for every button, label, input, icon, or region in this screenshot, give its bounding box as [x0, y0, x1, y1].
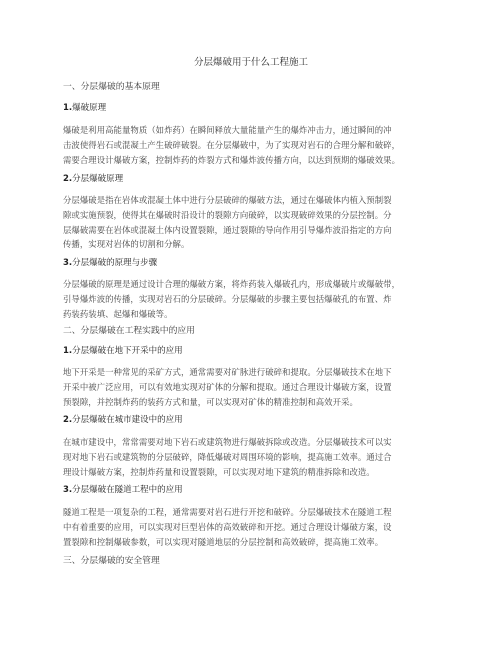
- subsection-title: 分层爆破原理: [72, 174, 124, 184]
- subsection-heading-2-3: [63, 485, 183, 496]
- subsection-title: 分层爆破在隧道工程中的应用: [72, 485, 183, 495]
- paragraph-2-2: [63, 435, 443, 479]
- paragraph-line: 分层爆破是指在岩体或混凝土体中进行分层破碎的爆破方法，通过在爆破体内植入预制裂: [63, 195, 392, 205]
- subsection-title: 爆破原理: [72, 103, 107, 113]
- paragraph-line: 置裂隙和控制爆破参数，可以实现对隧道地层的分层控制和高效破碎，提高施工效率。: [63, 536, 384, 547]
- paragraph-2-1: [63, 365, 443, 409]
- page-title: 分层爆破用于什么工程施工: [193, 57, 308, 68]
- paragraph-line: 需要合理设计爆破方案，控制炸药的炸裂方式和爆炸波传播方向，以达到预期的爆破效果。: [63, 154, 400, 165]
- subsection-title: 分层爆破的原理与步骤: [72, 258, 158, 268]
- paragraph-line: 层爆破需要在岩体或混凝土体内设置裂隙，通过裂隙的导向作用引导爆炸波沿指定的方向: [63, 224, 392, 235]
- paragraph-line: 中有着重要的应用，可以实现对巨型岩体的高效破碎和开挖。通过合理设计爆破方案，设: [63, 521, 392, 532]
- subsection-number: 2.: [63, 174, 73, 184]
- section-heading-3: 三、分层爆破的安全管理: [63, 556, 160, 566]
- paragraph-line: 击波使得岩石或混凝土产生破碎破裂。在分层爆破中，为了实现对岩石的合理分解和破碎，: [63, 139, 400, 150]
- paragraph-line: 理设计爆破方案，控制炸药量和设置裂隙，可以实现对地下建筑的精准拆除和改造。: [63, 466, 375, 477]
- subsection-number: 3.: [63, 258, 73, 268]
- subsection-heading-1-3: [63, 258, 157, 269]
- subsection-number: 1.: [63, 103, 73, 113]
- subsection-heading-2-2: [63, 415, 183, 426]
- paragraph-1-2: [63, 193, 443, 252]
- subsection-title: 分层爆破在城市建设中的应用: [72, 415, 183, 425]
- section-heading-1: 一、分层爆破的基本原理: [63, 82, 160, 92]
- subsection-heading-1-1: [63, 103, 106, 114]
- paragraph-line: 预裂隙，并控制炸药的装药方式和量，可以实现对矿体的精准控制和高效开采。: [63, 396, 358, 407]
- paragraph-line: 传播，实现对岩体的切割和分解。: [63, 239, 190, 250]
- paragraph-line: 分层爆破的原理是通过设计合理的爆破方案，将炸药装入爆破孔内，形成爆破片或爆破带，: [63, 279, 400, 289]
- subsection-heading-1-2: [63, 174, 123, 185]
- subsection-heading-2-1: [63, 346, 183, 357]
- paragraph-line: 爆破是利用高能量物质（如炸药）在瞬间释放大量能量产生的爆炸冲击力，通过瞬间的冲: [63, 125, 392, 135]
- paragraph-line: 隧道工程是一项复杂的工程，通常需要对岩石进行开挖和破碎。分层爆破技术在隧道工程: [63, 507, 392, 517]
- paragraph-line: 地下开采是一种常见的采矿方式，通常需要对矿脉进行破碎和提取。分层爆破技术在地下: [63, 367, 392, 377]
- paragraph-line: 现对地下岩石或建筑物的分层破碎，降低爆破对周围环境的影响，提高施工效率。通过合: [63, 451, 392, 462]
- subsection-number: 1.: [63, 346, 73, 356]
- section-heading-2: 二、分层爆破在工程实践中的应用: [63, 326, 195, 336]
- paragraph-line: 在城市建设中，常常需要对地下岩石或建筑物进行爆破拆除或改造。分层爆破技术可以实: [63, 437, 392, 447]
- subsection-number: 3.: [63, 485, 73, 495]
- subsection-title: 分层爆破在地下开采中的应用: [72, 346, 183, 356]
- paragraph-1-1: [63, 123, 443, 167]
- paragraph-line: 引导爆炸波的传播，实现对岩石的分层破碎。分层爆破的步骤主要包括爆破孔的布置、炸: [63, 293, 392, 304]
- paragraph-line: 药装药装填、起爆和爆破等。: [63, 308, 173, 319]
- paragraph-line: 开采中被广泛应用，可以有效地实现对矿体的分解和提取。通过合理设计爆破方案，设置: [63, 381, 392, 392]
- paragraph-1-3: [63, 277, 443, 321]
- subsection-number: 2.: [63, 415, 73, 425]
- paragraph-line: 隙或实施预裂，使得其在爆破时沿设计的裂隙方向破碎，以实现破碎效果的分层控制。分: [63, 209, 392, 220]
- paragraph-2-3: [63, 505, 443, 549]
